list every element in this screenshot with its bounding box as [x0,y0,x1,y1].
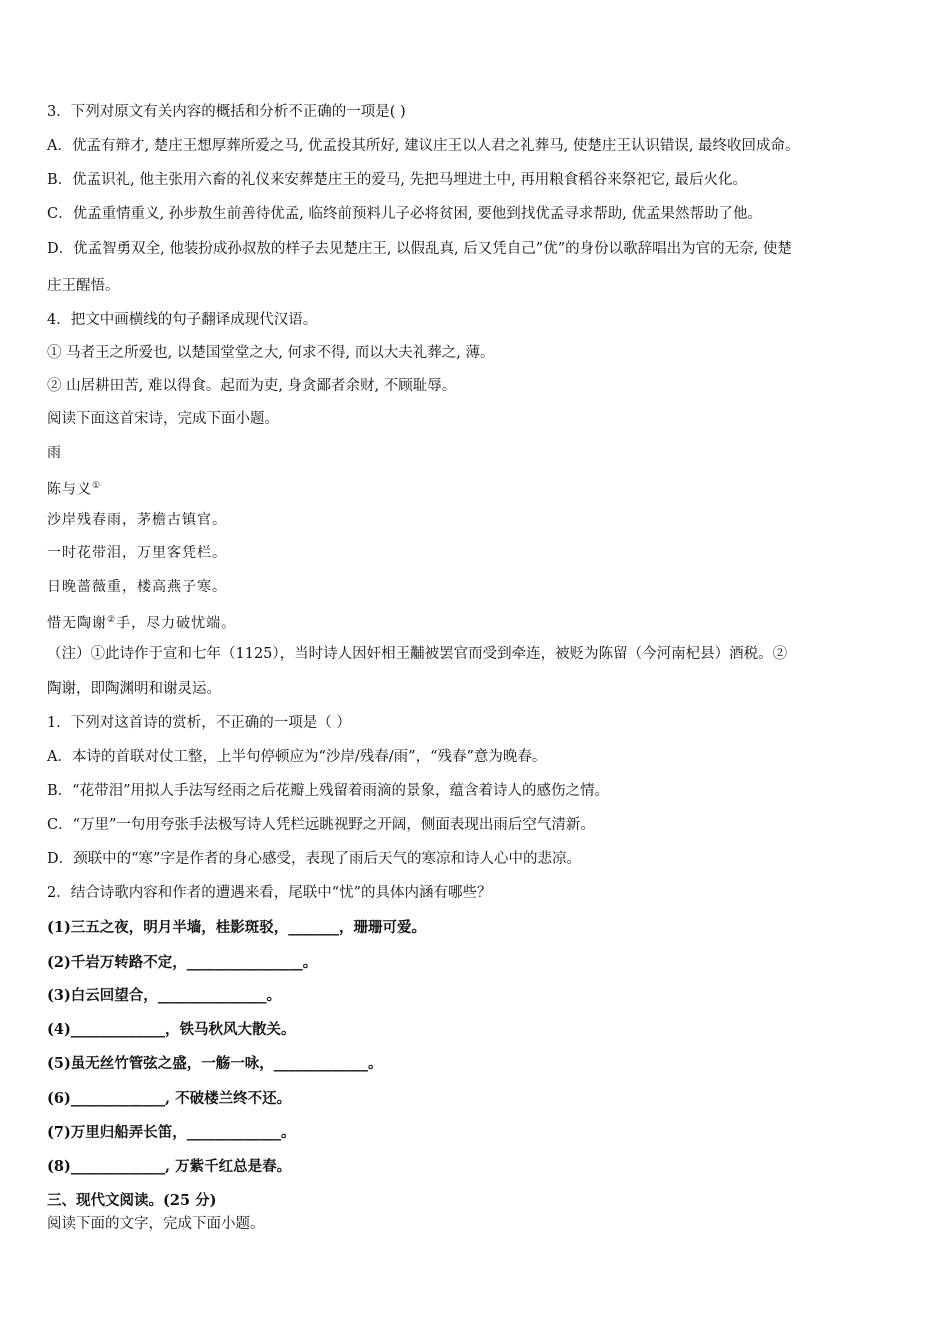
q3-option-d-line2: 庄王醒悟。 [47,278,120,294]
note-mark-1: ① [92,481,102,491]
poem-author: 陈与义 [47,481,92,498]
fill-item-4: (4)_____________，铁马秋风大散关。 [47,1021,296,1038]
fill-item-8: (8)_____________, 万紫千红总是春。 [47,1158,292,1175]
q3-option-a: A．优孟有辩才, 楚庄王想厚葬所爱之马, 优孟投其所好, 建议庄王以人君之礼葬马, 使楚庄王认识错误, 最终收回成命。 [47,138,800,154]
fill-item-1: (1)三五之夜，明月半墙，桂影斑驳，_______，珊珊可爱。 [47,919,427,936]
poem-note-line1: （注）①此诗作于宣和七年（1125），当时诗人因奸相王黼被罢官而受到牵连，被贬为陈留（今河南杞县）酒税。② [47,646,788,662]
note-mark-2: ② [107,615,117,625]
section-3-heading: 三、现代文阅读。(25 分) [47,1192,217,1209]
poem-author-line [47,476,101,500]
q3-stem: 3．下列对原文有关内容的概括和分析不正确的一项是( ) [47,104,406,120]
fill-item-2: (2)千岩万转路不定，________________。 [47,954,318,971]
pq1-option-b: B．“花带泪”用拟人手法写经雨之后花瓣上残留着雨滴的景象，蕴含着诗人的感伤之情。 [47,783,609,799]
pq1-option-d: D．颈联中的“寒”字是作者的身心感受，表现了雨后天气的寒凉和诗人心中的悲凉。 [47,851,581,867]
pq1-option-a: A．本诗的首联对仗工整，上半句停顿应为“沙岸/残春/雨”，“残春”意为晚春。 [47,749,547,765]
fill-item-7: (7)万里归船弄长笛，_____________。 [47,1124,296,1141]
fill-item-3: (3)白云回望合，_______________。 [47,987,282,1004]
poem-line-2: 一时花带泪，万里客凭栏。 [47,545,227,561]
poem-line-4-a: 惜无陶谢 [47,615,107,632]
pq1-option-c: C．“万里”一句用夸张手法极写诗人凭栏远眺视野之开阔，侧面表现出雨后空气清新。 [47,817,595,833]
q3-option-d-line1: D．优孟智勇双全, 他装扮成孙叔敖的样子去见楚庄王, 以假乱真, 后又凭自己”优”的身份以歌辞唱出为官的无奈, 使楚 [47,241,792,257]
poem-note-line2: 陶谢，即陶渊明和谢灵运。 [47,681,221,697]
section-3-intro: 阅读下面的文字，完成下面小题。 [47,1216,265,1232]
fill-item-5: (5)虽无丝竹管弦之盛，一觞一咏，_____________。 [47,1055,383,1072]
fill-item-6: (6)_____________, 不破楼兰终不还。 [47,1090,292,1107]
poem-line-1: 沙岸残春雨，茅檐古镇官。 [47,512,227,528]
q3-option-b: B．优孟识礼, 他主张用六畜的礼仪来安葬楚庄王的爱马, 先把马埋进土中, 再用粮食稻谷来祭祀它, 最后火化。 [47,172,748,188]
pq2-stem: 2．结合诗歌内容和作者的遭遇来看，尾联中“忧”的具体内涵有哪些？ [47,885,492,901]
poem-line-3: 日晚蔷薇重，楼高燕子寒。 [47,579,227,595]
q4-stem: 4．把文中画横线的句子翻译成现代汉语。 [47,312,318,328]
poem-intro: 阅读下面这首宋诗，完成下面小题。 [47,411,279,427]
poem-line-4 [47,610,236,634]
q3-option-c: C．优孟重情重义, 孙步敖生前善待优孟, 临终前预料儿子必将贫困, 要他到找优孟寻求帮助, 优孟果然帮助了他。 [47,206,762,222]
poem-line-4-b: 手，尽力破忧端。 [116,615,237,632]
q4-sentence-1: ① 马者王之所爱也, 以楚国堂堂之大, 何求不得, 而以大夫礼葬之, 薄。 [47,345,495,361]
poem-title: 雨 [47,445,62,461]
pq1-stem: 1．下列对这首诗的赏析，不正确的一项是（ ） [47,715,351,731]
q4-sentence-2: ② 山居耕田苦, 难以得食。起而为吏, 身贪鄙者余财, 不顾耻辱。 [47,378,457,394]
